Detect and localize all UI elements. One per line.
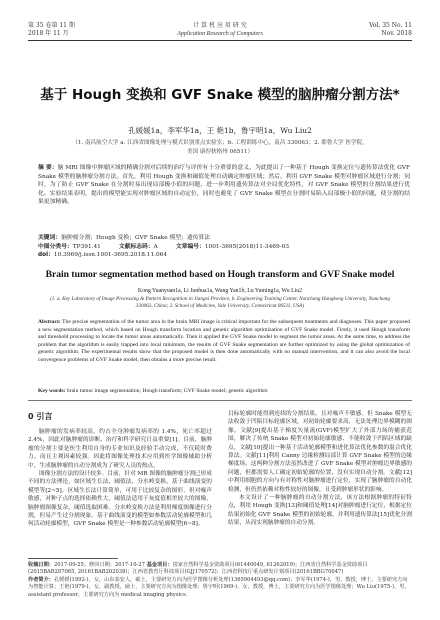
body-paragraph: 脑肿瘤的发病率较高，约占全身肿瘤发病率的 1.4%，死亡率超过 2.4%，因此对脑肿瘤的诊断、治疗和科学研究日益重要[1]。目前，脑肿瘤的分割主要是医生利用自身的专业知识及经验手动完成，不仅耗时费力，而且主观因素较强。因此将图像处理技术应用到医学图像辅助分析中，生成脑肿瘤的自动分割成为了研究人员的热点。 <box>28 429 212 469</box>
clc-value: TP391.41 <box>72 243 101 250</box>
article-number-field <box>176 243 289 252</box>
affiliations-en: (1. a. Key Laboratory of Image Processing & Pattern Recognition in Jiangxi Province, b. Engineering Training Center, Nanchang Hangkong University, Nanchang 330063, China; 2. School of Medicine, Yale University, Connecticut 06511, USA) <box>50 296 390 309</box>
volume-cn: 第 35 卷第 11 期 <box>28 22 75 29</box>
doi-row <box>38 251 410 260</box>
body-paragraph: 本文设计了一种脑肿瘤的自动分割方法，该方法根据肿瘤的特征特点，利用 Hough 变换[13]和阈值处理[14]对脑肿瘤进行定位，根据定位结果初始化 GVF Snake 模型的初始轮廓，并利用遗传算法[15]优化分割结果，从而实现脑肿瘤的自动分割。 <box>228 495 412 527</box>
keywords-en-label: Key words: <box>38 388 66 394</box>
date-cn: 2018 年 11 月 <box>28 30 69 37</box>
body-paragraph: 目标轮廓时能得到连续的分割结果，且对噪声不敏感。但 Snake 模型无法收敛于凹陷目标轮廓区域，对初始轮廓要求高，无法处理边界模糊的图像。文献[9]提出基于梯度矢量流(GVF)模型扩大了外部力场的捕获范围，解决了传统 Snake 模型对初始轮廓敏感、不能收敛于凹陷区域的缺点。文献[10]提出一种基于活动轮廓模型和进化算法优化参数的混合优化算法。文献[11]利用 Canny 边缘检测局部计算 GVF Snake 模型的边缘梯度场。这两种分割方法虽然改进了 GVF Snake 模型对肿瘤边界敏感的问题，但都需要人工确定初始轮廓的位置，没有实现自动分割。文献[12]中利用细胞的方向与有对称性对脑肿瘤进行定位，实现了脑肿瘤的自动化检测，但仍然依赖对称性较好的图像，且受到肿瘤形状的影响。 <box>228 411 412 493</box>
article-number-label: 文章编号： <box>175 243 205 250</box>
abstract-en <box>38 319 410 365</box>
abstract-cn-label: 摘 要： <box>38 165 58 171</box>
affiliations-cn: （1. 南昌航空大学 a. 江西省图像处理与模式识别重点实验室；b. 工程训练中心，南昌 330063；2. 耶鲁大学 医学院，美国 康涅狄格州 06511） <box>72 140 368 155</box>
abstract-en-label: Abstract: <box>38 319 61 325</box>
journal-name-en: Application Research of Computers <box>177 31 263 37</box>
section-rule <box>28 400 412 401</box>
authors-cn: 孔媛媛1a，李军华1a，王 艳1b，鲁宇明1a，Wu Liu2 <box>128 126 312 135</box>
authors-en: Kong Yuanyuan1a, Li Junhua1a, Wang Yan1b, Lu Yuming1a, Wu Liu2 <box>137 288 303 294</box>
abstract-cn <box>38 164 410 207</box>
keywords-cn-row <box>38 234 410 243</box>
keywords-cn: 脑肿瘤分割；Hough 变换；GVF Snake 模型；遗传算法 <box>61 235 211 241</box>
body-paragraph: 图像分割方法的设计较多。目前，针对 MR 图像的脑肿瘤分割已形成不同的方法理论，如区域生长法、阈值法、分水岭变换、基于曲线演变的模型等[2~5]。区域生长法计算简单，可用于比较复杂的图形，但对噪声敏感，对种子点的选择依赖性大。阈值法适用于灰度值相差较大的图像，脑肿瘤图像复杂，阈值选取困难。分水岭变换方法是利用梯度图像进行分割，但易产生过分割现象。基于曲线演变的模型如参数活动轮廓模型和几何活动轮廓模型，GVF Snake 模型是一种参数活动轮廓模型[6~8]。 <box>28 471 212 528</box>
section-heading-introduction: 0 引言 <box>28 412 53 421</box>
keywords-cn-label: 关键词： <box>38 235 62 241</box>
doi-label: doi： <box>38 252 54 259</box>
body-column-right <box>228 410 412 528</box>
running-header-top <box>28 22 412 30</box>
abstract-cn-text: 脑 MRI 图像中肿瘤区域的精确分割对后续的治疗与评价有十分重要的意义。为此提出了一种基于 Hough 变换定位与遗传算法优化 GVF Snake 模型的脑肿瘤分割方法。首先，利用 Hough 变换和阈值处理自动确定肿瘤区域；然后，利用 GVF Snake 模型对肿瘤区域进行分割；同时，为了防止 GVF Snake 在分割时易出现局部极小值的问题，进一步利用遗传算法对全局优化特性，对 GVF Snake 模型的分割结果进行优化。实验结果表明，提出的模型能实现对肿瘤区域的自动定位，同时也避免了 GVF Snake 模型在分割时易陷入局部极小值的问题，使分割的结果更加精确。 <box>38 165 410 206</box>
received-label: 收稿日期： <box>28 562 54 568</box>
paper-title-cn: 基于 Hough 变换和 GVF Snake 模型的脑肿瘤分割方法* <box>40 87 400 103</box>
footnote <box>28 562 412 599</box>
date-en: Nov. 2018 <box>381 30 412 37</box>
doi-value: 10.3969/j.issn.1001-3695.2018.11.064 <box>53 252 168 259</box>
doc-code-label: 文献标志码： <box>118 243 154 250</box>
header-rule <box>28 40 412 41</box>
abstract-en-text: The precise segmentation of the tumor area in the brain MRI image is critical important for the subsequent treatments and diagnoses. This paper proposed a new segmentation method, which based on Hough transform location and genetic algorithm optimization of GVF Snake model. Firstly, it used Hough transform and threshold processing to locate the tumor areas automatically. Then it applied the GVF Snake model to segment the tumor areas. At the same time, to address the problem that the algorithm is easily trapped into local minimum, the results of GVF Snake segmentation are further optimized by using the global optimization of genetic algorithm. The experimental results show that the proposed model is then done automatically with no manual intervention, and it can also avoid the local convergence problems of GVF Snake model, then obtains a more precise result. <box>38 319 410 363</box>
keywords-en: brain tumor image segmentation; Hough transform; GVF Snake model; genetic algorithm <box>66 388 268 394</box>
footnote-rule <box>28 558 118 559</box>
doc-code-field <box>119 243 158 252</box>
doc-code-value: A <box>153 243 158 250</box>
article-meta <box>38 234 410 260</box>
body-column-left <box>28 410 212 529</box>
classification-row <box>38 243 410 252</box>
clc-label: 中图分类号： <box>38 243 73 250</box>
running-header-bottom <box>28 30 412 38</box>
clc-field <box>38 243 101 252</box>
keywords-en-row <box>38 388 410 396</box>
received-dates: 2017-09-25；修回日期：2017-10-27 <box>53 562 145 568</box>
paper-title-en: Brain tumor segmentation method based on Hough transform and GVF Snake model <box>45 269 395 280</box>
journal-name-cn: 计 算 机 应 用 研 究 <box>193 22 247 29</box>
fund-label: 基金项目： <box>146 562 173 568</box>
article-number-value: 1001-3695(2018)11-3469-03 <box>204 243 290 250</box>
volume-en: Vol. 35 No. 11 <box>369 22 412 29</box>
fund-text: 国家自然科学基金资助项目(61440049, 61262019)；江西省自然科学基金资助项目(2015BAB207065, 20161BAB202038)；江西省教育厅科技项目(GJJ170572)；江西省科技厅重点研发计划项目(20161BBG70047) <box>28 562 368 576</box>
author-bio-label: 作者简介： <box>28 576 54 583</box>
author-bio-text: 孔媛媛(1992-)，女，山东泰安人，硕士，主要研究方向为医学图像分析处理(1365904493@qq.com)；李军华(1974-)，男，教授，博士，主要研究方向为智能计算；王艳(1979-)，女，副教授，硕士，主要研究方向为图像处理；鲁宇明(1969-)，女，教授，博士，主要研究方向为医学图像处理；Wu Liu(1975-)，男，assistant professor，主要研究方向为 medical imaging physics. <box>28 576 410 598</box>
